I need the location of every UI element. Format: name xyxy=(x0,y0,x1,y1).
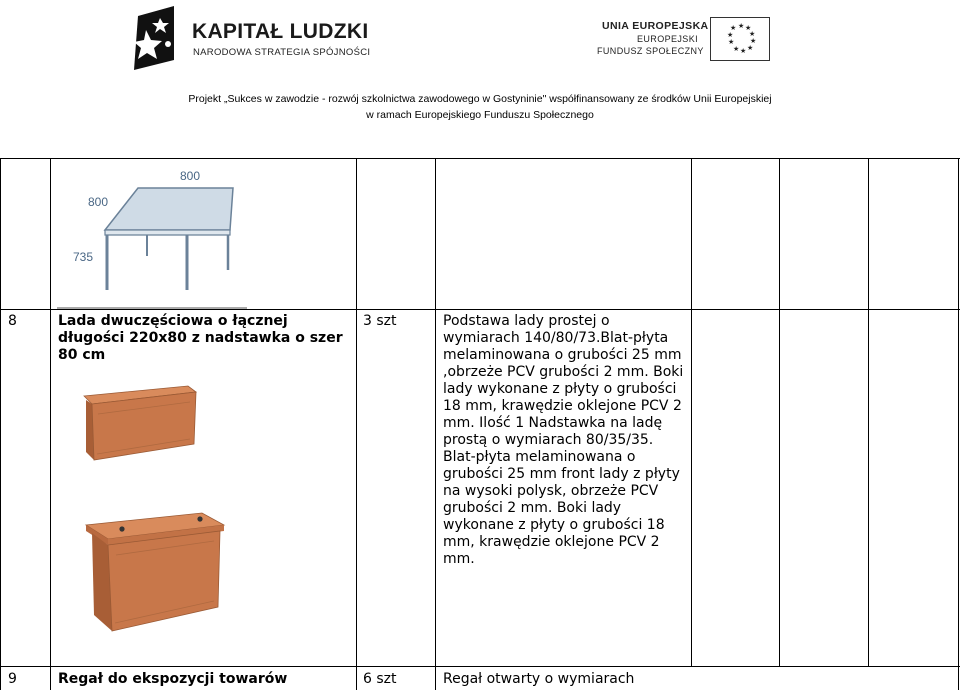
row-9-quantity: 6 szt xyxy=(363,671,397,687)
row-9-number: 9 xyxy=(8,671,17,687)
eu-subtitle-2: FUNDUSZ SPOŁECZNY xyxy=(597,46,704,56)
kapital-ludzki-subtitle: NARODOWA STRATEGIA SPÓJNOŚCI xyxy=(193,47,371,58)
svg-text:★: ★ xyxy=(728,38,735,46)
kapital-ludzki-logo xyxy=(130,6,380,72)
svg-text:★: ★ xyxy=(733,45,740,53)
height-label: 735 xyxy=(73,250,94,264)
project-line-1: Projekt „Sukces w zawodzie - rozwój szkolnictwa zawodowego w Gostyninie" współfinansowany ze środków Unii Europejskiej xyxy=(188,93,772,105)
svg-text:★: ★ xyxy=(749,30,756,38)
table-border-top xyxy=(0,158,960,159)
eu-flag-icon xyxy=(710,17,770,61)
row-8-description: Podstawa lady prostej o wymiarach 140/80/73.Blat-płyta melaminowana o grubości 25 mm ,obrzeże PCV grubości 2 mm. Boki lady wykonane z płyty o grubości 18 mm, krawędzie oklejone PCV 2 mm. Ilość 1 Nadstawka na ladę prostą o wymiarach 80/35/35. Blat-płyta melaminowana o grubości 25 mm front lady z płyty na wysoki polysk, obrzeże PCV grubości 2 mm. Boki lady wykonane z płyty o grubości 18 mm, krawędzie oklejone PCV 2 mm. xyxy=(443,313,684,567)
table-dimension-drawing xyxy=(55,160,255,310)
svg-text:★: ★ xyxy=(738,22,745,30)
row-9-name: Regał do ekspozycji towarów xyxy=(58,671,288,687)
svg-text:★: ★ xyxy=(747,44,754,52)
counter-top-unit-image xyxy=(78,382,203,467)
column-divider xyxy=(356,158,357,690)
page-header xyxy=(0,0,960,155)
svg-text:★: ★ xyxy=(740,47,747,55)
eu-title: UNIA EUROPEJSKA xyxy=(602,20,709,32)
column-divider xyxy=(779,158,780,666)
column-divider xyxy=(868,158,869,666)
row-8-number: 8 xyxy=(8,313,17,329)
project-line-2: w ramach Europejskiego Funduszu Społecznego xyxy=(366,109,594,121)
column-divider xyxy=(691,158,692,666)
row-8-name: Lada dwuczęściowa o łącznej długości 220x80 z nadstawka o szer 80 cm xyxy=(58,313,343,363)
svg-text:★: ★ xyxy=(727,31,734,39)
row-9-description: Regał otwarty o wymiarach xyxy=(443,671,635,687)
svg-text:★: ★ xyxy=(730,24,737,32)
width-label: 800 xyxy=(180,169,201,183)
svg-text:★: ★ xyxy=(745,24,752,32)
eu-subtitle-1: EUROPEJSKI xyxy=(637,34,699,44)
column-divider xyxy=(50,158,51,690)
kapital-ludzki-emblem-icon xyxy=(130,6,182,72)
eu-logo xyxy=(595,14,775,62)
svg-text:★: ★ xyxy=(750,37,757,45)
row-8-quantity: 3 szt xyxy=(363,313,397,329)
column-divider xyxy=(435,158,436,690)
column-divider xyxy=(0,158,1,690)
counter-base-unit-image xyxy=(82,507,230,635)
kapital-ludzki-title: KAPITAŁ LUDZKI xyxy=(192,20,369,43)
row-divider xyxy=(0,666,960,667)
depth-label: 800 xyxy=(88,195,109,209)
column-divider xyxy=(958,158,959,690)
